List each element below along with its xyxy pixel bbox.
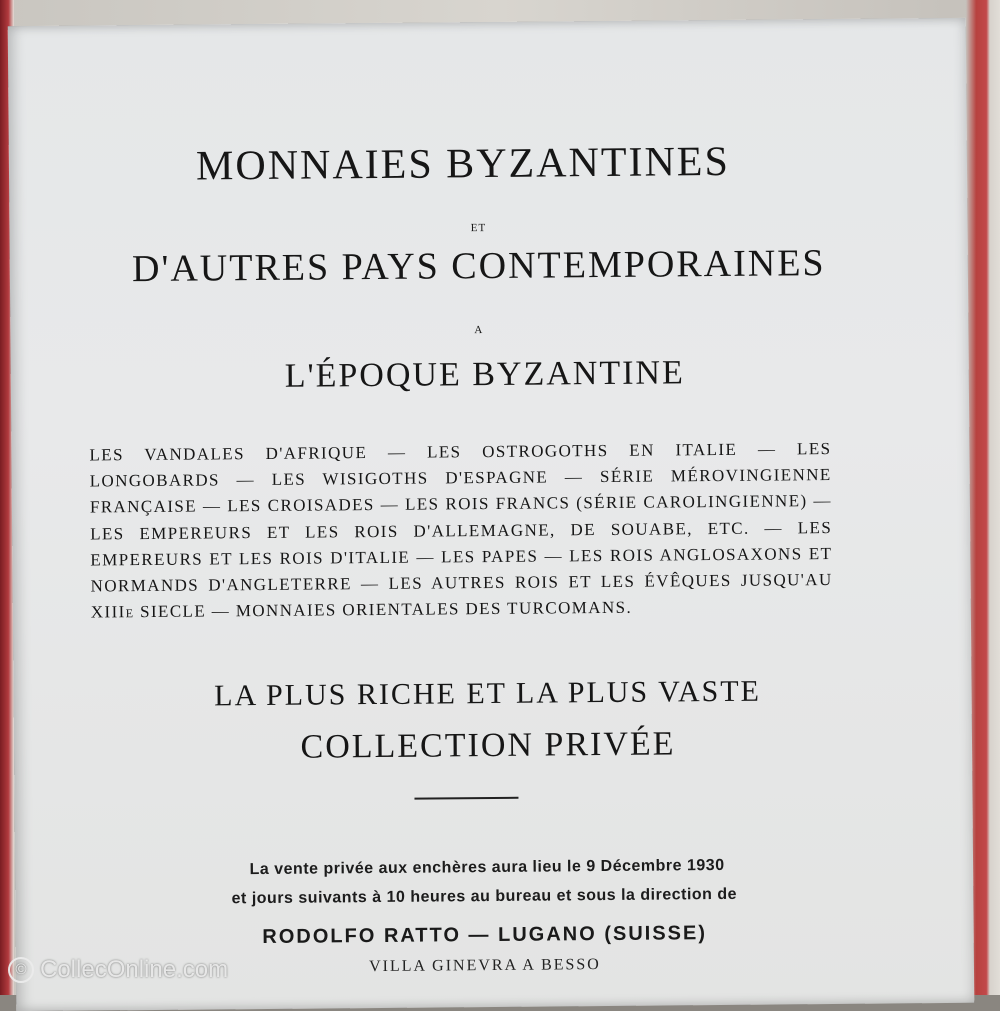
divider-rule <box>414 797 518 799</box>
book-page <box>8 18 975 1011</box>
title-conjunction-2: A <box>474 324 485 337</box>
contents-paragraph: LES VANDALES D'AFRIQUE — LES OSTROGOTHS EN ITALIE — LES LONGOBARDS — LES WISIGOTHS D'ESPAGNE — SÉRIE MÉROVINGIENNE FRANÇAISE — LES CROISADES — LES ROIS FRANCS (SÉRIE CAROLINGIENNE) — LES EMPEREURS ET LES ROIS D'ALLEMAGNE, DE SOUABE, ETC. — LES EMPEREURS ET LES ROIS D'ITALIE — LES PAPES — LES ROIS ANGLOSAXONS ET NORMANDS D'ANGLETERRE — LES AUTRES ROIS ET LES ÉVÊQUES JUSQU'AU XIIIe SIECLE — MONNAIES ORIENTALES DES TURCOMANS. <box>89 439 833 622</box>
organizer-name: RODOLFO RATTO — LUGANO (SUISSE) <box>262 922 708 949</box>
subtitle-line-2: COLLECTION PRIVÉE <box>300 725 676 766</box>
title-line-2: D'AUTRES PAYS CONTEMPORAINES <box>131 242 826 291</box>
watermark-text: CollecOnline.com <box>40 956 229 983</box>
subtitle-line-1: LA PLUS RICHE ET LA PLUS VASTE <box>214 674 762 713</box>
title-line-1: MONNAIES BYZANTINES <box>195 138 731 190</box>
sale-announcement-line-1: La vente privée aux enchères aura lieu le 9 Décembre 1930 <box>249 856 725 879</box>
organizer-address: VILLA GINEVRA A BESSO <box>368 956 601 976</box>
title-line-3: L'ÉPOQUE BYZANTINE <box>284 354 685 395</box>
title-conjunction-1: ET <box>470 222 487 235</box>
sale-announcement-line-2: et jours suivants à 10 heures au bureau et sous la direction de <box>231 885 738 908</box>
copyright-icon: © <box>8 957 34 983</box>
watermark <box>8 956 228 984</box>
